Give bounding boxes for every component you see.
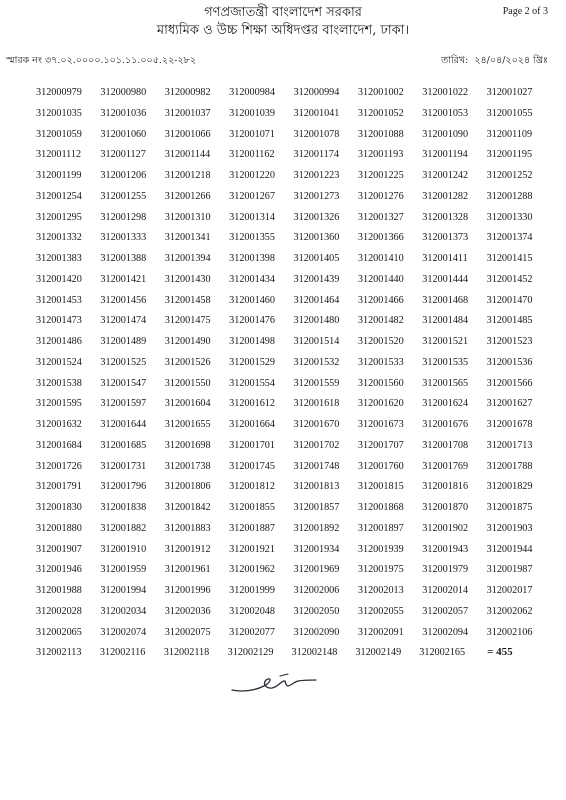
roll-number: 312001452 <box>486 273 533 285</box>
roll-number: 312001999 <box>229 585 275 596</box>
roll-number: 312001738 <box>164 460 211 472</box>
government-title: গণপ্রজাতন্ত্রী বাংলাদেশ সরকার <box>204 5 362 20</box>
table-row <box>36 544 551 565</box>
roll-number: 312002055 <box>357 605 404 617</box>
roll-number: 312001430 <box>164 273 211 285</box>
roll-number: 312001468 <box>422 294 469 306</box>
roll-number: 312001090 <box>422 128 469 140</box>
roll-number: 312001882 <box>100 522 147 534</box>
roll-number: 312001485 <box>486 315 533 327</box>
roll-number: 312001374 <box>486 232 533 244</box>
roll-number: 312001225 <box>357 170 404 181</box>
roll-number: 312001394 <box>164 253 211 264</box>
roll-number: 312001559 <box>293 377 340 389</box>
signature-icon <box>228 668 338 712</box>
roll-number: 312001944 <box>486 543 533 555</box>
roll-number: 312001330 <box>486 211 533 223</box>
roll-number: 312002006 <box>293 585 340 596</box>
roll-number: 312001538 <box>36 377 82 389</box>
roll-number: 312001620 <box>357 398 404 410</box>
roll-number: 312002075 <box>164 626 211 638</box>
roll-number: 312001388 <box>100 253 147 264</box>
roll-number: 312001791 <box>36 481 82 493</box>
roll-number: 312001520 <box>357 336 404 347</box>
roll-number: 312001897 <box>357 522 404 534</box>
roll-number: 312001788 <box>486 460 533 472</box>
roll-number: 312001383 <box>36 253 82 264</box>
roll-number: 312001524 <box>36 356 82 368</box>
roll-number: 312002116 <box>99 647 146 659</box>
roll-number: 312001664 <box>229 419 275 430</box>
roll-number: 312001470 <box>486 294 533 306</box>
roll-number: 312001565 <box>422 377 469 389</box>
roll-number: 312001206 <box>100 170 147 181</box>
roll-number: 312001892 <box>293 522 340 534</box>
roll-number: 312002074 <box>100 626 147 638</box>
table-row <box>36 419 551 440</box>
roll-number: 312000980 <box>100 87 147 98</box>
roll-number: 312001975 <box>357 564 404 576</box>
roll-number: 312001870 <box>422 502 469 513</box>
table-row <box>36 191 551 212</box>
roll-number: 312001327 <box>357 211 404 223</box>
roll-number: 312001838 <box>100 502 147 513</box>
roll-number: 312001644 <box>100 419 147 430</box>
roll-number: 312001282 <box>422 190 469 202</box>
roll-number: 312001474 <box>100 315 147 327</box>
roll-number: 312001041 <box>293 107 340 119</box>
roll-number: 312001295 <box>36 211 82 223</box>
roll-number: 312001053 <box>422 107 469 119</box>
roll-number: 312001398 <box>229 253 275 264</box>
roll-number: 312000982 <box>164 87 211 98</box>
roll-number: 312001410 <box>357 253 404 264</box>
roll-number: 312002091 <box>357 626 404 638</box>
roll-number: 312001604 <box>164 398 211 410</box>
roll-number: 312001059 <box>36 128 82 140</box>
table-row <box>36 274 551 295</box>
roll-number: 312001595 <box>36 398 82 410</box>
table-row <box>36 108 551 129</box>
roll-number: 312001276 <box>357 190 404 202</box>
roll-number: 312001328 <box>422 211 469 223</box>
roll-number: 312001554 <box>229 377 275 389</box>
roll-number: 312001726 <box>36 460 82 472</box>
roll-number: 312001144 <box>164 149 211 161</box>
roll-number: 312001415 <box>486 253 533 264</box>
roll-number: 312002077 <box>229 626 275 638</box>
roll-number: 312001830 <box>36 502 82 513</box>
roll-number: 312000994 <box>293 87 340 98</box>
roll-number: 312001875 <box>486 502 533 513</box>
roll-number: 312001815 <box>357 481 404 493</box>
roll-number: 312001288 <box>486 190 533 202</box>
roll-number: 312001421 <box>100 273 147 285</box>
roll-number: 312001194 <box>422 149 468 161</box>
roll-number: 312001127 <box>100 149 146 161</box>
roll-number: 312001533 <box>357 356 404 368</box>
roll-number: 312001405 <box>293 253 340 264</box>
roll-number: 312001252 <box>486 170 533 181</box>
roll-number: 312001857 <box>293 502 340 513</box>
roll-number: 312001360 <box>293 232 340 244</box>
roll-number: 312001456 <box>100 294 147 306</box>
roll-number: 312001526 <box>164 356 211 368</box>
roll-number: 312001921 <box>229 543 275 555</box>
roll-number: 312001310 <box>164 211 211 223</box>
roll-number: 312001490 <box>164 336 211 347</box>
roll-number: 312001326 <box>293 211 340 223</box>
roll-number: 312002090 <box>293 626 340 638</box>
roll-number: 312001855 <box>229 502 275 513</box>
roll-number: 312001698 <box>164 439 211 451</box>
roll-number: 312002036 <box>164 605 211 617</box>
table-row <box>36 502 551 523</box>
roll-number: 312001052 <box>357 107 404 119</box>
roll-number: 312001220 <box>229 170 275 181</box>
roll-number: 312001035 <box>36 107 82 119</box>
roll-number: 312001812 <box>229 481 275 493</box>
roll-number: 312001678 <box>486 419 533 430</box>
directorate-title: মাধ্যমিক ও উচ্চ শিক্ষা অধিদপ্তর বাংলাদেশ, ঢাকা। <box>156 23 410 38</box>
roll-number: 312001254 <box>36 190 82 202</box>
roll-number: 312001489 <box>100 336 147 347</box>
roll-number: 312000984 <box>229 87 275 98</box>
roll-number: 312001536 <box>486 356 533 368</box>
roll-number: 312001701 <box>229 439 275 451</box>
roll-number: 312001088 <box>357 128 404 140</box>
roll-number: 312001612 <box>229 398 275 410</box>
roll-number: 312001521 <box>422 336 469 347</box>
roll-number: 312002048 <box>229 605 275 617</box>
table-row <box>36 398 551 419</box>
roll-number: 312001498 <box>229 336 275 347</box>
roll-number: 312001434 <box>229 273 275 285</box>
table-row <box>36 295 551 316</box>
table-row <box>36 461 551 482</box>
roll-number: 312001560 <box>357 377 404 389</box>
roll-number: 312002113 <box>36 647 82 659</box>
roll-number: 312001066 <box>164 128 211 140</box>
roll-number: 312001036 <box>100 107 147 119</box>
roll-number: 312001987 <box>486 564 533 576</box>
roll-number: 312001473 <box>36 315 82 327</box>
roll-number: 312001055 <box>486 107 533 119</box>
total-count: = 455 <box>487 646 513 659</box>
roll-number: 312001476 <box>229 315 275 327</box>
roll-number: 312001946 <box>36 564 82 576</box>
roll-number: 312001411 <box>422 253 468 264</box>
roll-number: 312001880 <box>36 522 82 534</box>
roll-number: 312001112 <box>36 149 82 161</box>
roll-number: 312001109 <box>486 128 533 140</box>
roll-number: 312001685 <box>100 439 147 451</box>
roll-number: 312001708 <box>422 439 469 451</box>
table-row <box>36 523 551 544</box>
roll-number: 312001162 <box>229 149 275 161</box>
roll-number: 312001266 <box>164 190 211 202</box>
table-row <box>36 647 551 668</box>
roll-number: 312001532 <box>293 356 340 368</box>
roll-number: 312001597 <box>100 398 147 410</box>
roll-number: 312002014 <box>422 585 469 596</box>
roll-number: 312001702 <box>293 439 340 451</box>
roll-number: 312001027 <box>486 87 533 98</box>
roll-number: 312001912 <box>164 543 211 555</box>
roll-number: 312001829 <box>486 481 533 493</box>
date-label: তারিখ: <box>441 55 469 66</box>
table-row <box>36 212 551 233</box>
roll-number: 312001962 <box>229 564 275 576</box>
roll-number: 312001624 <box>422 398 469 410</box>
roll-number: 312001439 <box>293 273 340 285</box>
table-row <box>36 585 551 606</box>
table-row <box>36 87 551 108</box>
roll-number: 312001902 <box>422 522 469 534</box>
roll-number: 312001627 <box>486 398 533 410</box>
roll-number: 312001453 <box>36 294 82 306</box>
roll-number: 312001939 <box>357 543 404 555</box>
roll-number: 312001366 <box>357 232 404 244</box>
roll-number: 312001806 <box>164 481 211 493</box>
roll-number: 312002165 <box>419 647 466 659</box>
roll-number: 312002106 <box>486 626 533 638</box>
roll-number: 312001731 <box>100 460 147 472</box>
roll-number: 312001670 <box>293 419 340 430</box>
number-list <box>36 87 551 668</box>
roll-number: 312001550 <box>164 377 211 389</box>
roll-number: 312001475 <box>164 315 211 327</box>
roll-number: 312001883 <box>164 522 211 534</box>
table-row <box>36 336 551 357</box>
table-row <box>36 315 551 336</box>
table-row <box>36 170 551 191</box>
roll-number: 312001907 <box>36 543 82 555</box>
roll-number: 312001484 <box>422 315 469 327</box>
roll-number: 312001060 <box>100 128 147 140</box>
roll-number: 312001796 <box>100 481 147 493</box>
roll-number: 312001529 <box>229 356 275 368</box>
roll-number: 312002050 <box>293 605 340 617</box>
roll-number: 312001482 <box>357 315 404 327</box>
roll-number: 312001514 <box>293 336 340 347</box>
roll-number: 312001943 <box>422 543 469 555</box>
roll-number: 312001242 <box>422 170 469 181</box>
roll-number: 312001961 <box>164 564 211 576</box>
roll-number: 312001868 <box>357 502 404 513</box>
roll-number: 312001618 <box>293 398 340 410</box>
date-line <box>441 54 548 68</box>
roll-number: 312002034 <box>100 605 147 617</box>
roll-number: 312001535 <box>422 356 469 368</box>
roll-number: 312001713 <box>486 439 533 451</box>
roll-number: 312001523 <box>486 336 533 347</box>
roll-number: 312001223 <box>293 170 340 181</box>
date-value: ২৪/০৪/২০২৪ খ্রিঃ <box>474 55 548 66</box>
table-row <box>36 357 551 378</box>
roll-number: 312001039 <box>229 107 275 119</box>
roll-number: 312001813 <box>293 481 340 493</box>
roll-number: 312001655 <box>164 419 211 430</box>
roll-number: 312001255 <box>100 190 147 202</box>
roll-number: 312001420 <box>36 273 82 285</box>
roll-number: 312002065 <box>36 626 82 638</box>
table-row <box>36 440 551 461</box>
roll-number: 312002017 <box>486 585 533 596</box>
roll-number: 312001193 <box>357 149 404 161</box>
roll-number: 312001464 <box>293 294 340 306</box>
roll-number: 312001466 <box>357 294 404 306</box>
table-row <box>36 606 551 627</box>
roll-number: 312001707 <box>357 439 404 451</box>
roll-number: 312001174 <box>293 149 339 161</box>
roll-number: 312001373 <box>422 232 469 244</box>
roll-number: 312002028 <box>36 605 82 617</box>
roll-number: 312001745 <box>229 460 275 472</box>
roll-number: 312001760 <box>357 460 404 472</box>
roll-number: 312001341 <box>164 232 211 244</box>
roll-number: 312001979 <box>422 564 469 576</box>
roll-number: 312001673 <box>357 419 404 430</box>
roll-number: 312001486 <box>36 336 82 347</box>
roll-number: 312001355 <box>229 232 275 244</box>
roll-number: 312002118 <box>163 647 210 659</box>
roll-number: 312001273 <box>293 190 340 202</box>
roll-number: 312001022 <box>422 87 469 98</box>
roll-number: 312001298 <box>100 211 147 223</box>
roll-number: 312001969 <box>293 564 340 576</box>
roll-number: 312001460 <box>229 294 275 306</box>
roll-number: 312001071 <box>229 128 275 140</box>
table-row <box>36 129 551 150</box>
roll-number: 312001444 <box>422 273 469 285</box>
table-row <box>36 627 551 648</box>
roll-number: 312001525 <box>100 356 147 368</box>
roll-number: 312001903 <box>486 522 533 534</box>
roll-number: 312001816 <box>422 481 469 493</box>
roll-number: 312001037 <box>164 107 211 119</box>
table-row <box>36 232 551 253</box>
roll-number: 312001267 <box>229 190 275 202</box>
table-row <box>36 564 551 585</box>
roll-number: 312001959 <box>100 564 147 576</box>
roll-number: 312001314 <box>229 211 275 223</box>
roll-number: 312001632 <box>36 419 82 430</box>
roll-number: 312000979 <box>36 87 82 98</box>
roll-number: 312001988 <box>36 585 82 596</box>
roll-number: 312001218 <box>164 170 211 181</box>
roll-number: 312001910 <box>100 543 147 555</box>
table-row <box>36 378 551 399</box>
roll-number: 312001934 <box>293 543 340 555</box>
roll-number: 312001547 <box>100 377 147 389</box>
roll-number: 312001684 <box>36 439 82 451</box>
page-number: Page 2 of 3 <box>502 6 548 17</box>
roll-number: 312001748 <box>293 460 340 472</box>
roll-number: 312001842 <box>164 502 211 513</box>
roll-number: 312002148 <box>291 647 338 659</box>
roll-number: 312001002 <box>357 87 404 98</box>
table-row <box>36 481 551 502</box>
roll-number: 312001332 <box>36 232 82 244</box>
roll-number: 312001480 <box>293 315 340 327</box>
roll-number: 312001676 <box>422 419 469 430</box>
table-row <box>36 149 551 170</box>
roll-number: 312001195 <box>486 149 533 161</box>
memo-number: স্মারক নং ৩৭.০২.০০০০.১০১.১১.০০৫.২২-২৮২ <box>6 55 197 66</box>
roll-number: 312002094 <box>422 626 469 638</box>
roll-number: 312001887 <box>229 522 275 534</box>
roll-number: 312001769 <box>422 460 469 472</box>
roll-number: 312002013 <box>357 585 404 596</box>
roll-number: 312001566 <box>486 377 533 389</box>
roll-number: 312001994 <box>100 585 147 596</box>
roll-number: 312002062 <box>486 605 533 617</box>
roll-number: 312001199 <box>36 170 82 181</box>
roll-number: 312001440 <box>357 273 404 285</box>
roll-number: 312002057 <box>422 605 469 617</box>
roll-number: 312002129 <box>227 647 274 659</box>
table-row <box>36 253 551 274</box>
roll-number: 312001078 <box>293 128 340 140</box>
roll-number: 312001996 <box>164 585 211 596</box>
roll-number: 312002149 <box>355 647 402 659</box>
roll-number: 312001333 <box>100 232 147 244</box>
roll-number: 312001458 <box>164 294 211 306</box>
